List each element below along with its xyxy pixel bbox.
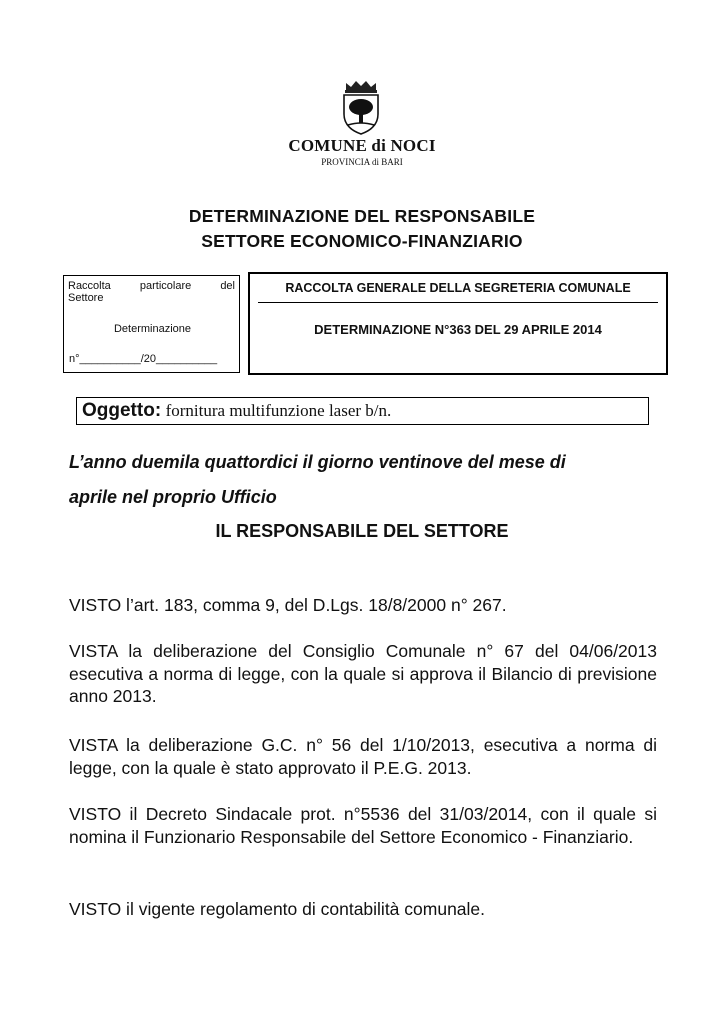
document-title-line2: SETTORE ECONOMICO-FINANZIARIO [201,231,523,251]
raccolta-generale-header: RACCOLTA GENERALE DELLA SEGRETERIA COMUNALE [258,281,658,303]
section-heading: IL RESPONSABILE DEL SETTORE [215,521,509,541]
municipal-crest-icon [338,78,384,136]
particolare-word: particolare [139,280,192,292]
determinazione-number: DETERMINAZIONE N°363 DEL 29 APRILE 2014 [314,322,602,337]
intro-line1: L’anno duemila quattordici il giorno ventinove del mese di [69,452,566,472]
paragraph-vista-gc: VISTA la deliberazione G.C. n° 56 del 1/10/2013, esecutiva a norma di legge, con la quale è stato approvato il P.E.G. 2013. [69,735,657,778]
oggetto-value: fornitura multifunzione laser b/n. [165,401,392,420]
paragraph-vista-consiglio: VISTA la deliberazione del Consiglio Comunale n° 67 del 04/06/2013 esecutiva a norma di legge, con la quale si approva il Bilancio di previsione anno 2013. [69,641,657,706]
oggetto-label: Oggetto: [82,400,162,421]
paragraph-visto-art: VISTO l’art. 183, comma 9, del D.Lgs. 18/8/2000 n° 267. [69,595,507,615]
raccolta-word: Raccolta [68,280,111,292]
intro-line2: aprile nel proprio Ufficio [69,487,277,507]
paragraph-visto-decreto: VISTO il Decreto Sindacale prot. n°5536 del 31/03/2014, con il quale si nomina il Funzionario Responsabile del Settore Economico - Finanziario. [69,804,657,847]
comune-name: COMUNE di NOCI [288,136,436,155]
provincia-label: PROVINCIA di BARI [321,157,403,167]
determinazione-label: Determinazione [113,323,192,335]
raccolta-particolare-box [63,275,240,373]
del-word: del [220,280,235,292]
raccolta-generale-box [248,272,668,375]
oggetto-box [76,397,649,425]
settore-word: Settore [68,292,104,304]
number-line: n°__________/20__________ [69,353,218,365]
paragraph-visto-regolamento: VISTO il vigente regolamento di contabilità comunale. [69,899,486,919]
document-title-line1: DETERMINAZIONE DEL RESPONSABILE [188,206,536,226]
